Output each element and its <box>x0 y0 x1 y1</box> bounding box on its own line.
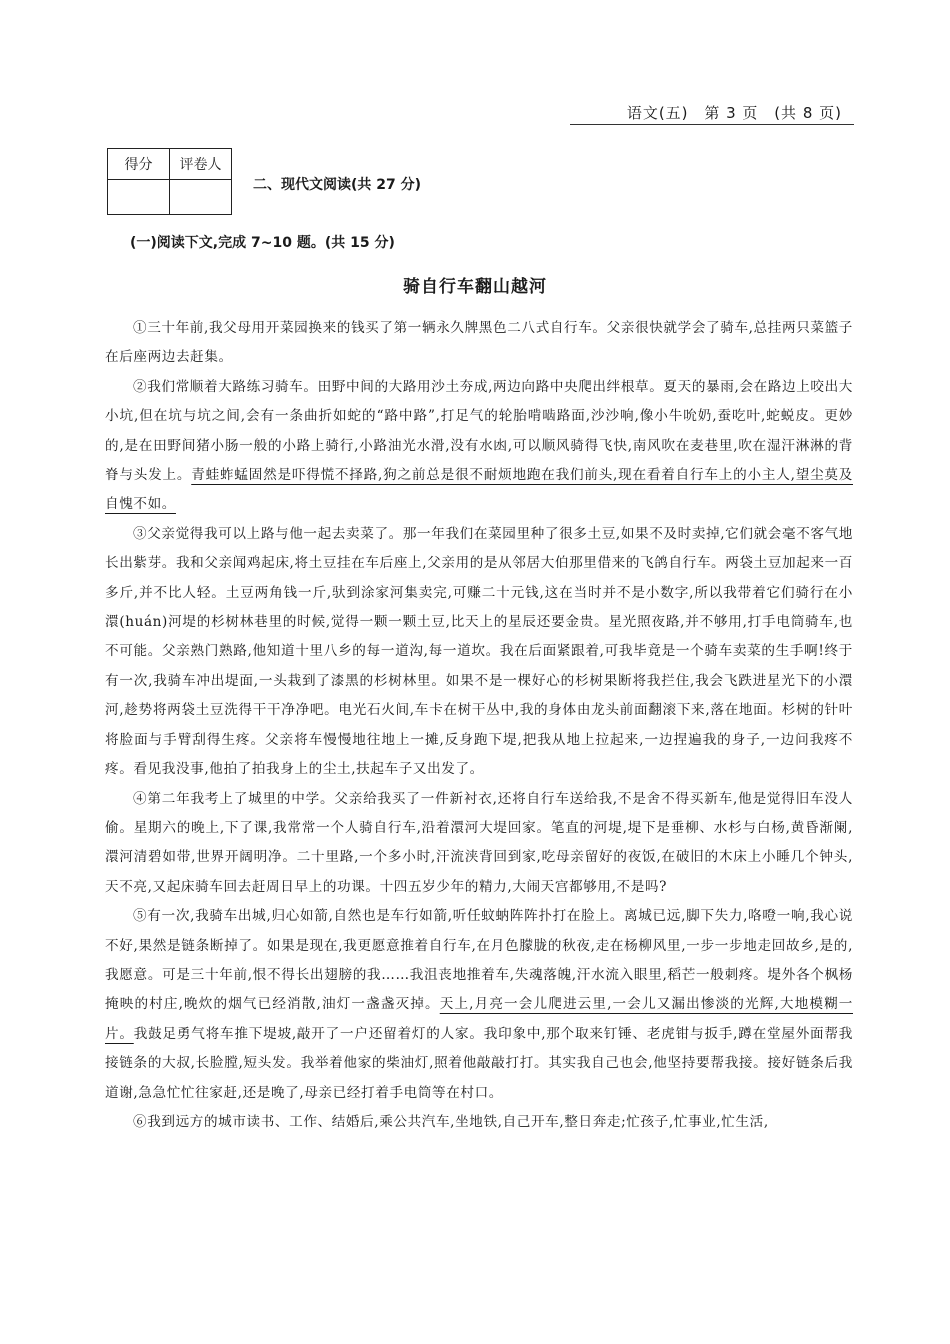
section-title: 二、现代文阅读(共 27 分) <box>253 177 422 193</box>
article-title: 骑自行车翻山越河 <box>403 277 547 297</box>
paragraph-3: ③父亲觉得我可以上路与他一起去卖菜了。那一年我们在菜园里种了很多土豆,如果不及时卖掉,它们就会毫不客气地长出紫芽。我和父亲闻鸡起床,将土豆挂在车后座上,父亲用的是从邻居大伯那里借来的飞鸽自行车。两袋土豆加起来一百多斤,并不比人轻。土豆两角钱一斤,驮到涂家河集卖完,可赚二十元钱,这在当时并不是小数字,所以我带着它们骑行在小澴(huán)河堤的杉树林巷里的时候,觉得一颗一颗土豆,比天上的星辰还要金贵。星光照夜路,并不够用,打手电筒骑车,也不可能。父亲熟门熟路,他知道十里八乡的每一道沟,每一道坎。我在后面紧跟着,可我毕竟是一个骑车卖菜的生手啊!终于有一次,我骑车冲出堤面,一头栽到了漆黑的杉树林里。如果不是一棵好心的杉树果断将我拦住,我会飞跌进星光下的小澴河,趁势将两袋土豆洗得干干净净吧。电光石火间,车卡在树干丛中,我的身体由龙头前面翻滚下来,落在地面。杉树的针叶将脸面与手臂刮得生疼。父亲将车慢慢地往地上一摊,反身跑下堤,把我从地上拉起来,一边捏遍我的身子,一边问我疼不疼。看见我没事,他拍了拍我身上的尘土,扶起车子又出发了。 <box>105 525 853 778</box>
score-cell <box>108 180 170 215</box>
grader-cell <box>170 180 232 215</box>
header-rule <box>570 124 854 125</box>
paragraph-2-text: ②我们常顺着大路练习骑车。田野中间的大路用沙土夯成,两边向路中央爬出绊根草。夏天的暴雨,会在路边上咬出大小坑,但在坑与坑之间,会有一条曲折如蛇的“路中路”,打足气的轮胎啃啮路面,沙沙响,像小牛吮奶,蚕吃叶,蛇蜕皮。更妙的,是在田野间猪小肠一般的小路上骑行,小路油光水滑,没有水凼,可以顺风骑得飞快,南风吹在麦巷里,吹在湿汗淋淋的背脊与头发上。 <box>105 378 853 484</box>
paragraph-1: ①三十年前,我父母用开菜园换来的钱买了第一辆永久牌黑色二八式自行车。父亲很快就学会了骑车,总挂两只菜篮子在后座两边去赶集。 <box>105 320 853 366</box>
header-page-number: 第 3 页 <box>704 104 759 122</box>
paragraph-5-text-a: ⑤有一次,我骑车出城,归心如箭,自然也是车行如箭,听任蚊蚋阵阵扑打在脸上。离城已远,脚下失力,咯噔一响,我心说不好,果然是链条断掉了。如果是现在,我更愿意推着自行车,在月色朦胧的秋夜,走在杨柳风里,一步一步地走回故乡,是的,我愿意。可是三十年前,恨不得长出翅膀的我……我沮丧地推着车,失魂落魄,汗水流入眼里,稻芒一般刺疼。堤外各个枫杨掩映的村庄,晚炊的烟气已经消散,油灯一盏盏灭掉。 <box>105 908 853 1013</box>
paragraph-2 <box>105 373 853 520</box>
reading-instruction: (一)阅读下文,完成 7~10 题。(共 15 分) <box>130 235 395 251</box>
grader-label: 评卷人 <box>170 149 232 180</box>
page-header <box>617 102 842 123</box>
paragraph-4: ④第二年我考上了城里的中学。父亲给我买了一件新衬衣,还将自行车送给我,不是舍不得买新车,他是觉得旧车没人偷。星期六的晚上,下了课,我常常一个人骑自行车,沿着澴河大堤回家。笔直的河堤,堤下是垂柳、水杉与白杨,黄昏渐阑,澴河清碧如带,世界开阔明净。二十里路,一个多小时,汗流浃背回到家,吃母亲留好的夜饭,在破旧的木床上小睡几个钟头,天不亮,又起床骑车回去赶周日早上的功课。十四五岁少年的精力,大闹天宫都够用,不是吗? <box>105 790 853 895</box>
underlined-sentence-1: 青蛙蚱蜢固然是吓得慌不择路,狗之前总是很不耐烦地跑在我们前头,现在看着自行车上的小主人,望尘莫及自愧不如。 <box>105 467 853 513</box>
header-page-total: (共 8 页) <box>774 104 842 122</box>
paragraph-5 <box>105 902 853 1108</box>
paragraph-5-text-b: 我鼓足勇气将车推下堤坡,敲开了一户还留着灯的人家。我印象中,那个取来钉锤、老虎钳与扳手,蹲在堂屋外面帮我接链条的大叔,长脸膛,短头发。我举着他家的柴油灯,照着他敲敲打打。其实我自己也会,他坚持要帮我接。接好链条后我道谢,急急忙忙往家赶,还是晚了,母亲已经打着手电筒等在村口。 <box>105 1025 853 1101</box>
paragraph-6: ⑥我到远方的城市读书、工作、结婚后,乘公共汽车,坐地铁,自己开车,整日奔走;忙孩子,忙事业,忙生活, <box>133 1113 769 1130</box>
score-label: 得分 <box>108 149 170 180</box>
header-subject: 语文(五) <box>626 104 689 122</box>
score-box <box>107 148 232 215</box>
underlined-sentence-2: 天上,月亮一会儿爬进云里,一会儿又漏出惨淡的光辉,大地模糊一片。 <box>105 996 853 1042</box>
article-body <box>105 314 853 1137</box>
